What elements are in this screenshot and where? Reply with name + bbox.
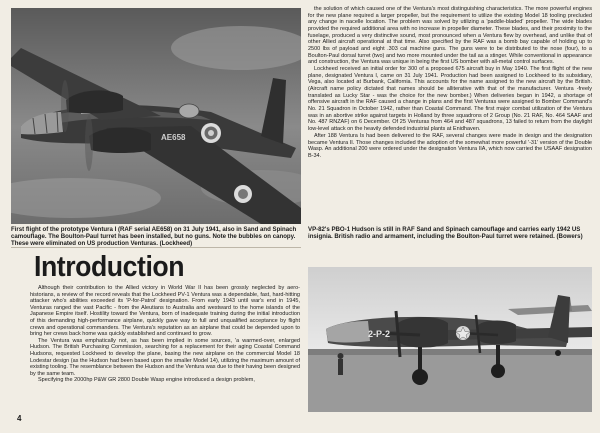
left-paragraph: The Ventura was emphatically not, as has been implied in some sources, 'a warmed-over, enlarged Hudson. The British Purchasing Commission, searching for a replacement for their aging Coastal Command Hudsons, requested Lockheed to develop the plane, basing the new airplane on the commercial Model 18 Lodestar design (as the Hudson had been based upon the smaller Model 14), utilizing the maximum amount of existing tooling. The resemblance between the Hudson and the Ventura was due to their having been designed by the same team. [30, 337, 300, 377]
page-heading: Introduction [34, 251, 185, 283]
right-column-text [308, 6, 592, 222]
aircraft-code-marking: 2-P-2 [368, 329, 391, 339]
hudson-ground-illustration [308, 267, 592, 412]
pbo1-hudson-photo [308, 267, 592, 412]
photo-caption-top: First flight of the prototype Ventura I (RAF serial AE658) on 31 July 1941, also in Sand and Spinach camouflage. The Boulton-Paul turret has been installed, but no guns. Note the bubbles on canopy. These were eliminated on US production Venturas. (Lockheed) [11, 226, 297, 248]
heading-divider [11, 247, 301, 248]
left-column-text [30, 285, 300, 413]
right-paragraph: Lockheed received an initial order for 300 of a proposed 675 aircraft buy in May 1940. The first flight of the new plane, designated Ventura I, came on 31 July 1941. Production had been assigned to Lockheed to its subsidiary, Vega, also located at Burbank, California. This accounts for the name assigned to the new aircraft by the British. (Aircraft name policy dictated that names should be alliterative with that of the manufacturer. Ventura -freely translated as Lucky Star - was the choice for the new bomber.) When deliveries began in 1942, a shortage of offensive aircraft in the RAF caused a change in plans and the first Venturas were assigned to Bomber Command's No. 21 Squadron in October 1942, rather than Coastal Command. The first major combat utilization of the Ventura was in an abortive strike against targets in Holland by three squadrons of 2 Group (No. 21 RAF, No. 464 SAAF and No. 487 RNZAF) on 6 December. Of 25 Venturas from 464 and 487 squadrons, 13 failed to return from the daylight low-level attack on the heavily defended industrial plants at Enidhaven. [308, 66, 592, 132]
right-paragraph: the solution of which caused one of the Ventura's most distinguishing characteristics. The more powerful engines for the new plane required a larger propeller, but the requirement to utilize the existing Model 18 tooling precluded any change in nacelle location. The problem was solved by utilizing a 'paddle-bladed' propeller. The wide blades provided the required additional area with no increase in propeller diameter. These blades, and their proximity to the fuselage, produced a very distinctive sound, most pronounced when a Ventura flew by overhead, and unlike that of other Allied aircraft operational at that time. Also specified by the RAF was a bomb bay capable of holding up to 2500 lbs of payload and eight .303 cal machine guns. The guns were to be distributed to the nose (four), to a Boulton-Paul dorsal turret (two) and two more mounted under the tail as a stinger. While conventional in appearance and construction, the Ventura was unique in being the first US bomber with all-metal control surfaces. [308, 6, 592, 66]
aircraft-serial-marking: AE658 [161, 133, 186, 142]
page-number: 4 [17, 414, 22, 423]
ventura-flight-illustration [11, 8, 301, 224]
left-paragraph: Specifying the 2000hp P&W GR 2800 Double Wasp engine introduced a design problem, [38, 377, 255, 384]
left-paragraph: Although their contribution to the Allied victory in World War II has been grossly neglected by aero-historians, a review of the record reveals that the Lockheed PV-1 Ventura was a dependable, fast, hard-hitting attacker who's abilities exceeded its 'P-for-Patrol' designation. From early 1943 until war's end in 1945, Venturas ranged the vast Pacific - from the Aleutians to Australia and westward to the home islands of the Japanese Empire itself. Hostility toward the Ventura, born of inadequate training during the initial introduction of this demanding high-performance airplane, quickly gave way to full and unqualified acceptance by flight crews and operational commanders. The Ventura's reputation as an airplane that could be depended upon to bring her crews back home was quickly established and continued to grow. [30, 285, 300, 338]
ventura-prototype-photo [11, 8, 301, 224]
photo-caption-right: VP-82's PBO-1 Hudson is still in RAF Sand and Spinach camouflage and carries early 1942 US insignia. British radio and armament, including the Boulton-Paul turret were retained. (Bowers) [308, 226, 583, 241]
right-paragraph: After 188 Ventura Is had been delivered to the RAF, several changes were made in design and the designation became Ventura II. Those changes included the adoption of the somewhat more powerful '-31' version of the Double Wasp. An additional 200 were ordered under the designation Ventura IIA, which now carried the USAAF designation B-34. [308, 132, 592, 159]
